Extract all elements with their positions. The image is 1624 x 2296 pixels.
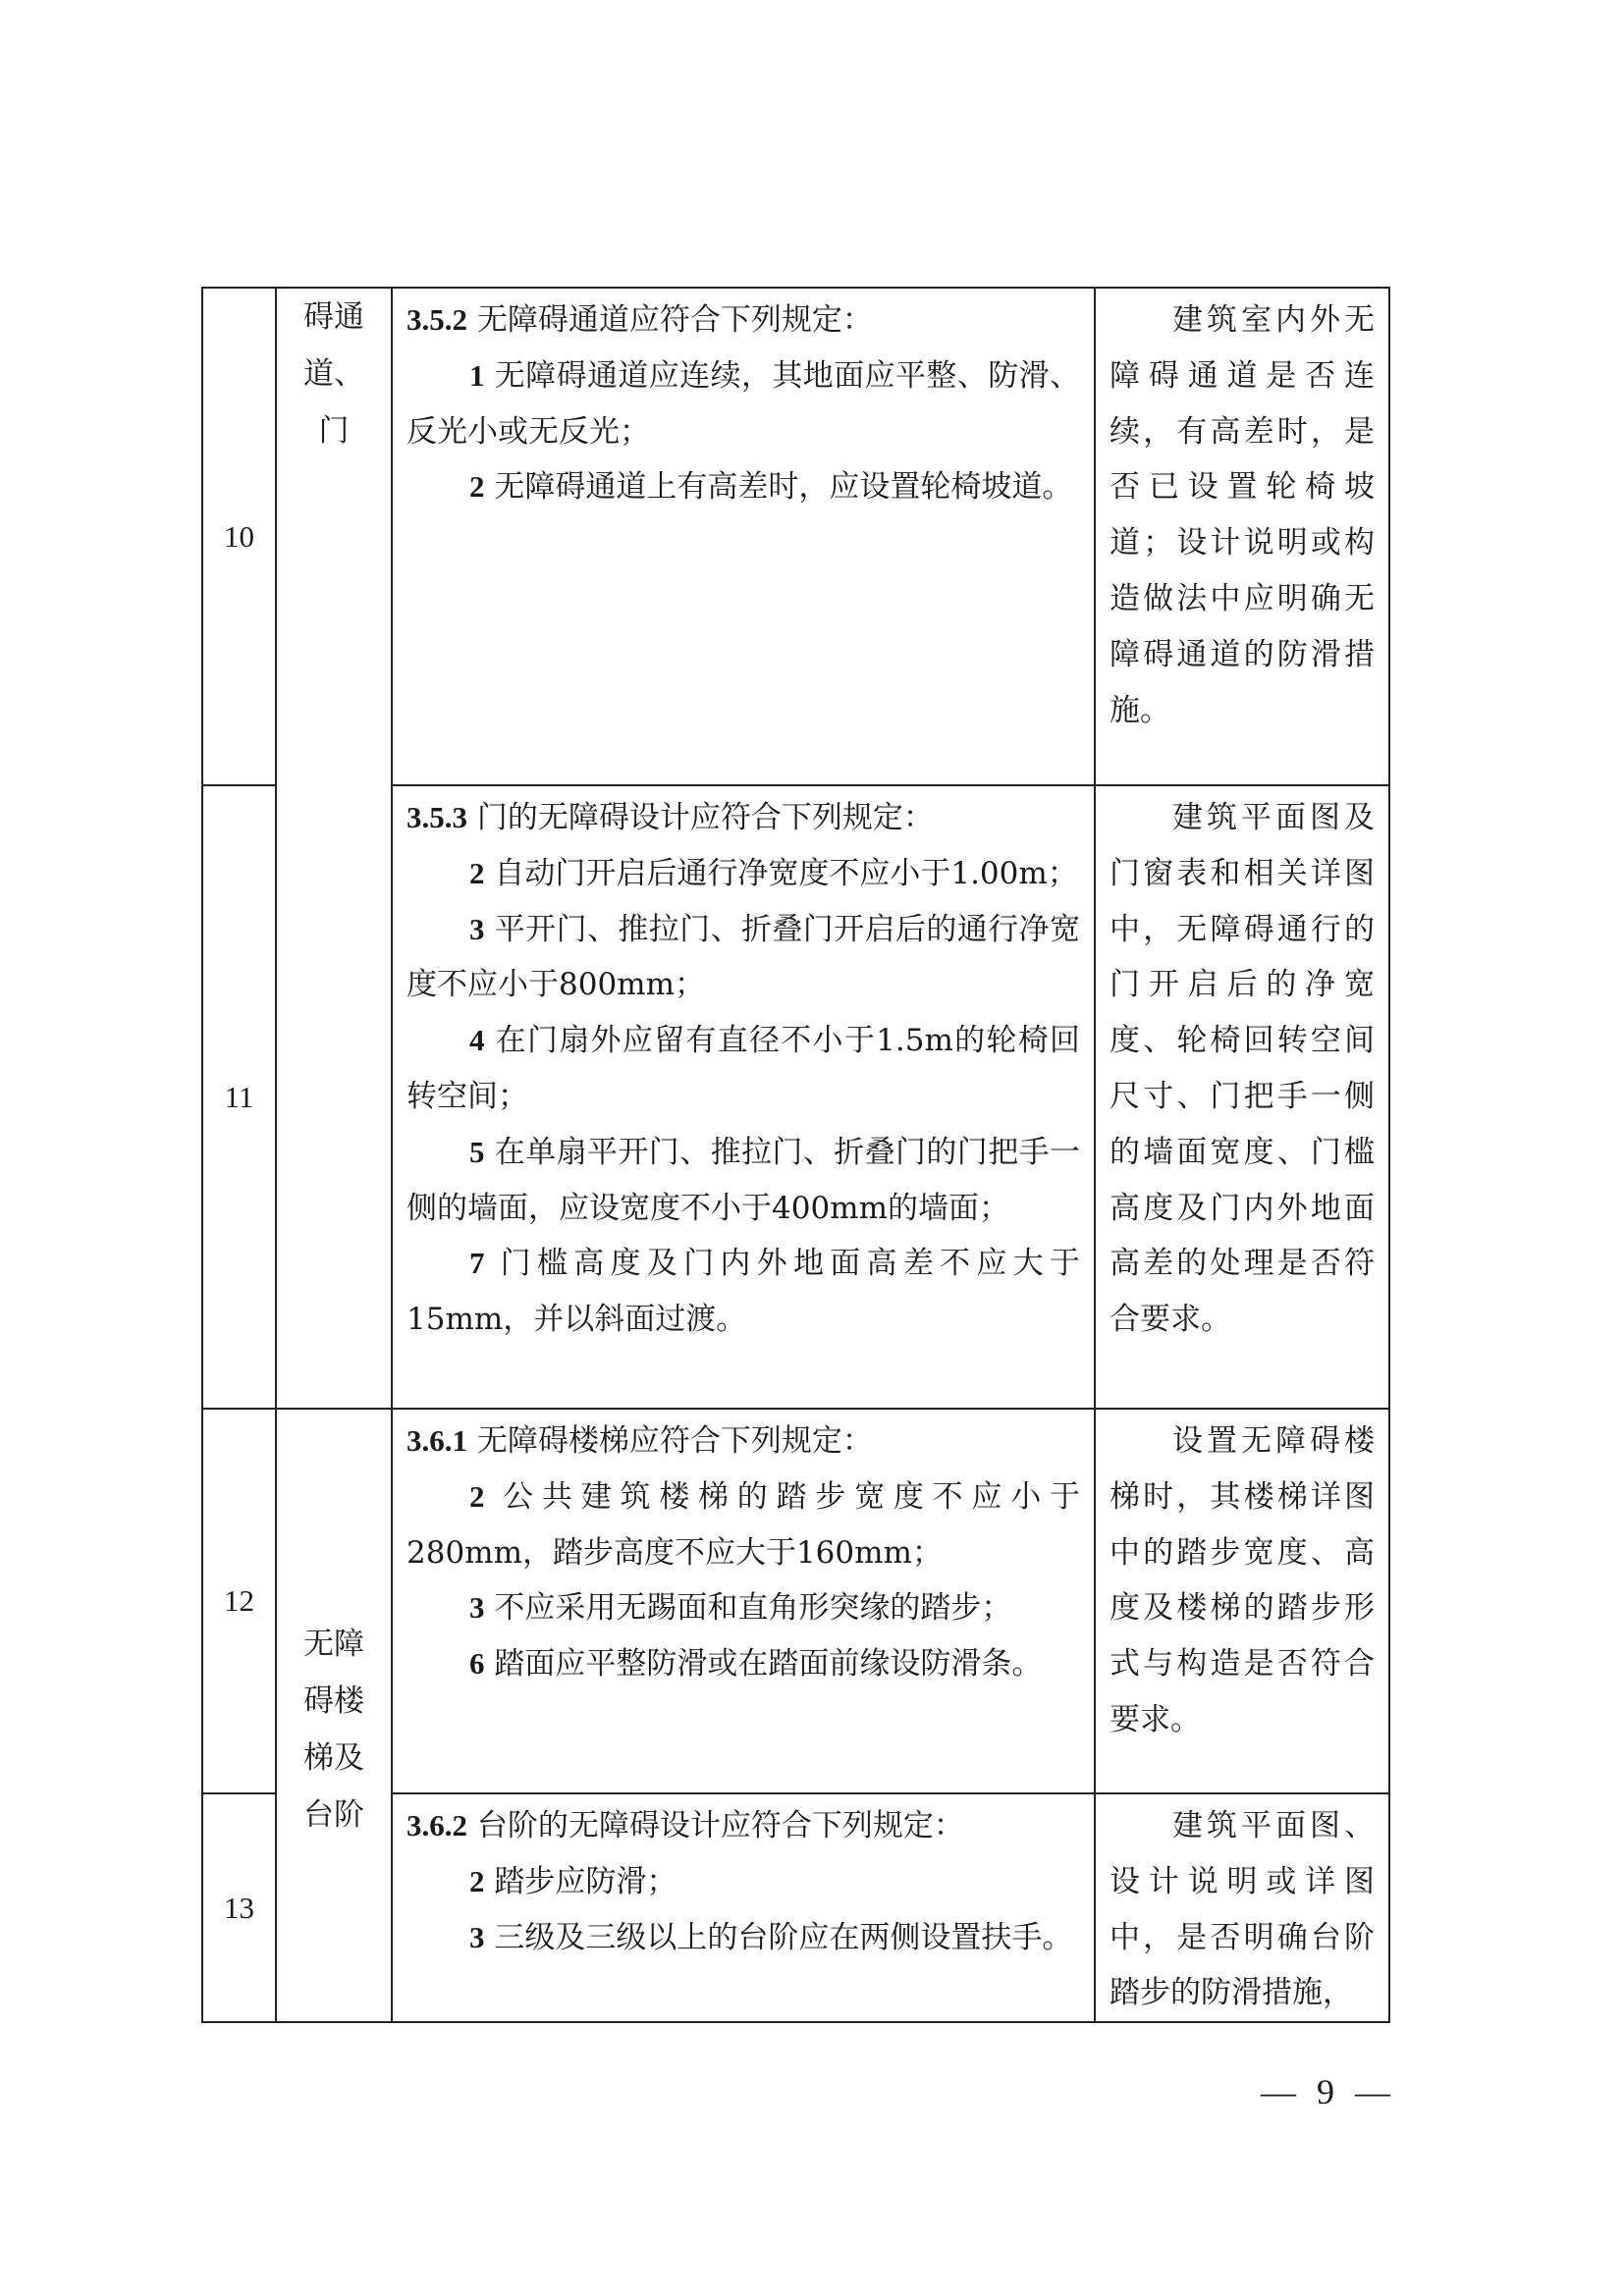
row-number: 11 (202, 785, 276, 1409)
item-text: 门槛高度及门内外地面高差不应大于15mm，并以斜面过渡。 (406, 1246, 1081, 1338)
category-line: 门 (318, 413, 350, 449)
row-number: 12 (202, 1409, 276, 1793)
clause-item (406, 1236, 1080, 1348)
item-text: 平开门、推拉门、折叠门开启后的通行净宽度不应小于800mm； (406, 911, 1081, 1003)
clause-title: 无障碍楼梯应符合下列规定： (476, 1423, 873, 1459)
item-number: 2 (469, 1478, 485, 1514)
review-note-cell (1095, 288, 1389, 785)
item-number: 6 (469, 1646, 485, 1682)
item-number: 3 (469, 1590, 485, 1626)
item-text: 不应采用无踢面和直角形突缘的踏步； (494, 1590, 1012, 1627)
review-note: 建筑室内外无障碍通道是否连续，有高差时，是否已设置轮椅坡道；设计说明或构造做法中应明确无障碍通道的防滑措施。 (1110, 302, 1375, 728)
clause-cell (392, 1793, 1095, 2022)
clause-cell (392, 1409, 1095, 1793)
clause-title: 门的无障碍设计应符合下列规定： (476, 800, 934, 835)
item-number: 5 (469, 1134, 485, 1169)
clause-item (406, 1636, 1080, 1692)
row-number: 10 (202, 288, 276, 785)
clause-item (406, 1854, 1080, 1910)
item-text: 踏步应防滑； (494, 1863, 677, 1899)
review-note: 设置无障碍楼梯时，其楼梯详图中的踏步宽度、高度及楼梯的踏步形式与构造是否符合要求。 (1110, 1423, 1375, 1737)
clause-number: 3.5.3 (406, 800, 467, 834)
clause-number: 3.6.1 (406, 1423, 467, 1458)
item-text: 踏面应平整防滑或在踏面前缘设防滑条。 (494, 1646, 1043, 1682)
category-cell (276, 288, 392, 1409)
clause-item (406, 348, 1080, 460)
category-line: 梯及 (303, 1740, 364, 1776)
item-number: 3 (469, 911, 485, 946)
clause-item (406, 846, 1080, 902)
review-note: 建筑平面图、设计说明或详图中，是否明确台阶踏步的防滑措施， (1110, 1808, 1375, 2011)
item-number: 4 (469, 1023, 485, 1058)
category-line: 碍通 (303, 299, 364, 335)
clause-item (406, 1580, 1080, 1636)
clause-number: 3.6.2 (406, 1808, 467, 1842)
item-number: 2 (469, 469, 485, 505)
clause-item (406, 1125, 1080, 1237)
item-text: 在单扇平开门、推拉门、折叠门的门把手一侧的墙面，应设宽度不小于400mm的墙面； (406, 1134, 1081, 1226)
clause-item (406, 1910, 1080, 1966)
review-note: 建筑平面图及门窗表和相关详图中，无障碍通行的门开启后的净宽度、轮椅回转空间尺寸、门把手一侧的墙面宽度、门槛高度及门内外地面高差的处理是否符合要求。 (1110, 800, 1375, 1338)
clause-item (406, 1469, 1080, 1581)
item-text: 自动门开启后通行净宽度不应小于1.00m； (494, 855, 1078, 891)
item-number: 2 (469, 1863, 485, 1898)
table-row (202, 1409, 1389, 1793)
page-number: — 9 — (1261, 2072, 1396, 2111)
review-note-cell (1095, 785, 1389, 1409)
clause-cell (392, 288, 1095, 785)
review-note-cell (1095, 1793, 1389, 2022)
clause-item (406, 459, 1080, 515)
item-number: 7 (469, 1246, 485, 1281)
clause-item (406, 902, 1080, 1014)
clause-cell (392, 785, 1095, 1409)
clause-item (406, 1013, 1080, 1125)
table-row (202, 288, 1389, 785)
row-number: 13 (202, 1793, 276, 2022)
category-line: 道、 (303, 356, 364, 392)
item-text: 三级及三级以上的台阶应在两侧设置扶手。 (494, 1919, 1073, 1955)
item-text: 无障碍通道应连续，其地面应平整、防滑、反光小或无反光； (406, 357, 1081, 450)
item-number: 1 (469, 357, 485, 393)
item-text: 公共建筑楼梯的踏步宽度不应小于280mm，踏步高度不应大于160mm； (406, 1478, 1081, 1571)
review-note-cell (1095, 1409, 1389, 1793)
category-line: 无障 (303, 1627, 364, 1662)
item-number: 3 (469, 1919, 485, 1954)
item-number: 2 (469, 855, 485, 890)
item-text: 无障碍通道上有高差时，应设置轮椅坡道。 (494, 469, 1073, 506)
category-cell (276, 1409, 392, 2022)
category-line: 碍楼 (303, 1683, 364, 1719)
item-text: 在门扇外应留有直径不小于1.5m的轮椅回转空间； (406, 1023, 1080, 1114)
review-table (201, 287, 1390, 2023)
clause-title: 台阶的无障碍设计应符合下列规定： (476, 1808, 964, 1843)
clause-title: 无障碍通道应符合下列规定： (476, 302, 873, 338)
clause-number: 3.5.2 (406, 302, 467, 337)
category-line: 台阶 (303, 1797, 364, 1833)
